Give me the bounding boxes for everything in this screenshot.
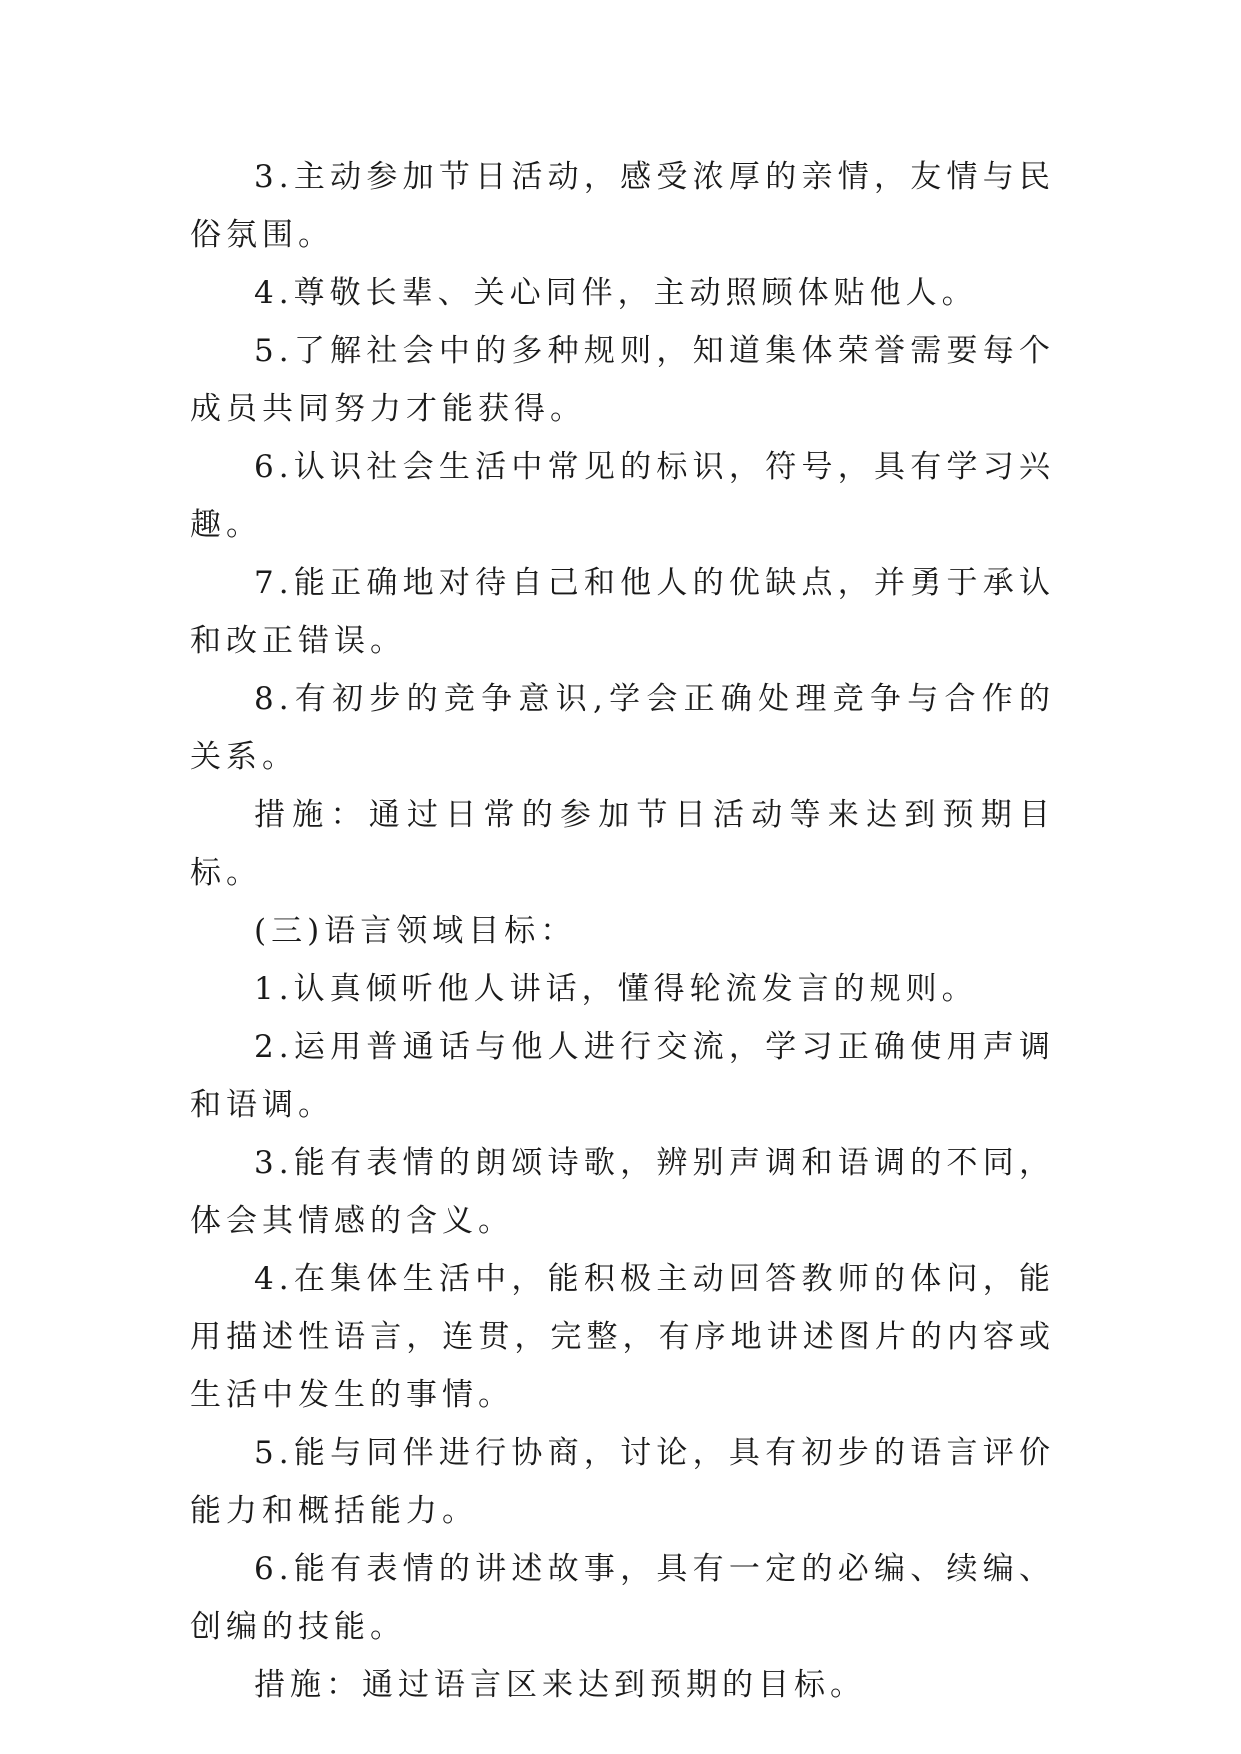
paragraph: 2.运用普通话与他人进行交流，学习正确使用声调和语调。 <box>190 1029 1055 1123</box>
paragraph: 7.能正确地对待自己和他人的优缺点，并勇于承认和改正错误。 <box>190 565 1055 659</box>
paragraph: 6.认识社会生活中常见的标识，符号，具有学习兴趣。 <box>190 449 1055 543</box>
section-heading: (三)语言领域目标： <box>254 913 577 949</box>
paragraph: 4.尊敬长辈、关心同伴，主动照顾体贴他人。 <box>254 275 978 311</box>
paragraph: 5.了解社会中的多种规则，知道集体荣誉需要每个成员共同努力才能获得。 <box>190 333 1055 427</box>
paragraph: 措施：通过语言区来达到预期的目标。 <box>254 1667 866 1703</box>
paragraph: 3.能有表情的朗颂诗歌，辨别声调和语调的不同，体会其情感的含义。 <box>190 1145 1055 1239</box>
paragraph: 6.能有表情的讲述故事，具有一定的必编、续编、创编的技能。 <box>190 1551 1055 1645</box>
document-body <box>190 148 1055 1714</box>
paragraph: 1.认真倾听他人讲话，懂得轮流发言的规则。 <box>254 971 978 1007</box>
paragraph: 5.能与同伴进行协商，讨论，具有初步的语言评价能力和概括能力。 <box>190 1435 1055 1529</box>
paragraph: 4.在集体生活中，能积极主动回答教师的体问，能用描述性语言，连贯，完整，有序地讲述图片的内容或生活中发生的事情。 <box>190 1261 1055 1413</box>
paragraph: 3.主动参加节日活动，感受浓厚的亲情，友情与民俗氛围。 <box>190 159 1055 253</box>
paragraph: 8.有初步的竞争意识,学会正确处理竞争与合作的关系。 <box>190 681 1055 775</box>
paragraph: 措施：通过日常的参加节日活动等来达到预期目标。 <box>190 797 1055 891</box>
